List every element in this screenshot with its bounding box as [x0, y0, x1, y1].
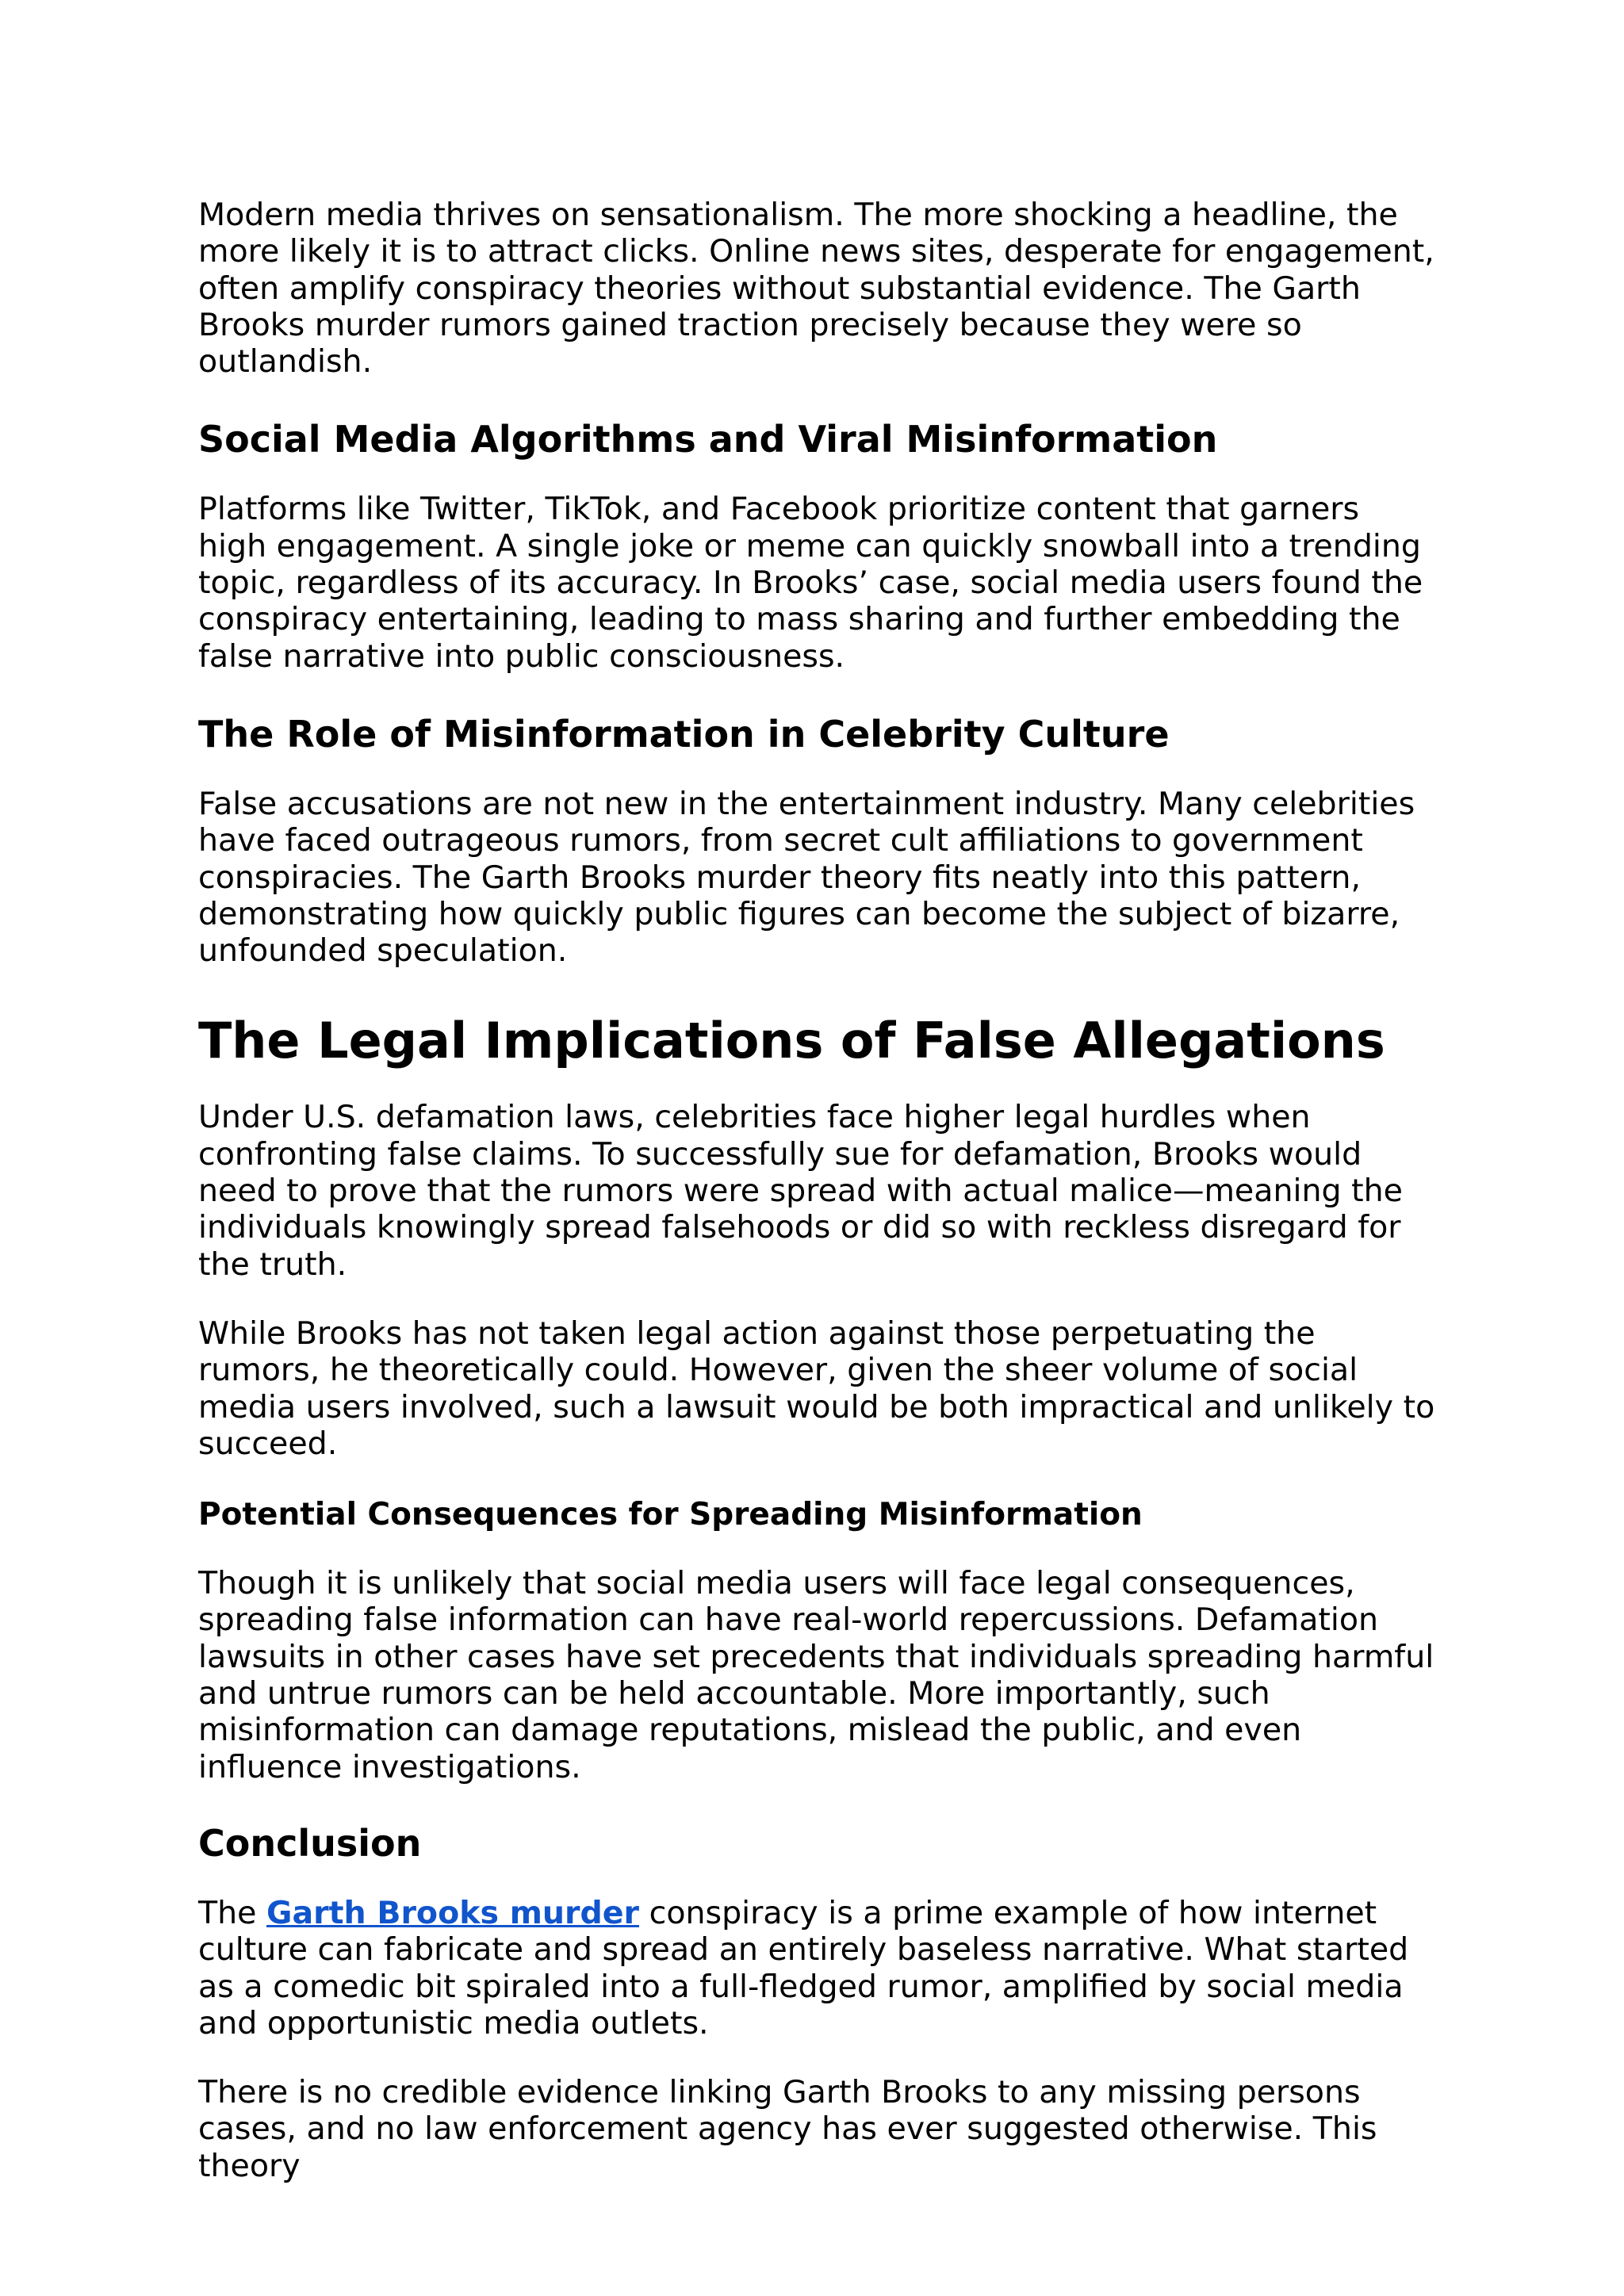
legal-paragraph-1: Under U.S. defamation laws, celebrities face higher legal hurdles when confronting false claims. To successfully sue for defamation, Brooks would need to prove that the rumors were spread with actual malice—meaning the individuals knowingly spread falsehoods or did so with reckless disregard for the truth. [198, 1099, 1403, 1283]
legal-paragraph-2: While Brooks has not taken legal action against those perpetuating the rumors, he theoretically could. However, given the sheer volume of social media users involved, such a lawsuit would be both impractical and unlikely to succeed. [198, 1314, 1435, 1462]
conclusion-paragraph-1-rest: conspiracy is a prime example of how internet culture can fabricate and spread an entirely baseless narrative. What started as a comedic bit spiraled into a full-fledged rumor, amplified by social media and opportunistic media outlets. [198, 1894, 1409, 2042]
conclusion-paragraph-2: There is no credible evidence linking Garth Brooks to any missing persons cases, and no law enforcement agency has ever suggested otherwise. This theory [198, 2074, 1377, 2184]
garth-brooks-murder-link[interactable]: Garth Brooks murder [266, 1894, 640, 1931]
heading-conclusion: Conclusion [198, 1821, 422, 1865]
document-page [198, 197, 1435, 2184]
consequences-paragraph: Though it is unlikely that social media users will face legal consequences, spreading false information can have real-world repercussions. Defamation lawsuits in other cases have set precedents that individuals spreading harmful and untrue rumors can be held accountable. More importantly, such misinformation can damage reputations, mislead the public, and even influence investigations. [198, 1565, 1434, 1785]
celebrity-culture-paragraph: False accusations are not new in the entertainment industry. Many celebrities have faced outrageous rumors, from secret cult affiliations to government conspiracies. The Garth Brooks murder theory fits neatly into this pattern, demonstrating how quickly public figures can become the subject of bizarre, unfounded speculation. [198, 785, 1415, 970]
heading-role-of-misinformation: The Role of Misinformation in Celebrity Culture [198, 712, 1170, 756]
heading-legal-implications: The Legal Implications of False Allegations [198, 1012, 1385, 1070]
conclusion-paragraph-1-lead: The [198, 1894, 267, 1931]
heading-potential-consequences: Potential Consequences for Spreading Misinformation [198, 1497, 1143, 1533]
social-media-paragraph: Platforms like Twitter, TikTok, and Facebook prioritize content that garners high engagement. A single joke or meme can quickly snowball into a trending topic, regardless of its accuracy. In Brooks’ case, social media users found the conspiracy entertaining, leading to mass sharing and further embedding the false narrative into public consciousness. [198, 491, 1423, 675]
intro-paragraph: Modern media thrives on sensationalism. The more shocking a headline, the more likely it is to attract clicks. Online news sites, desperate for engagement, often amplify conspiracy theories without substantial evidence. The Garth Brooks murder rumors gained traction precisely because they were so outlandish. [198, 197, 1434, 381]
heading-social-media-algorithms: Social Media Algorithms and Viral Misinformation [198, 418, 1218, 461]
conclusion-paragraph-1 [198, 1895, 1435, 2042]
